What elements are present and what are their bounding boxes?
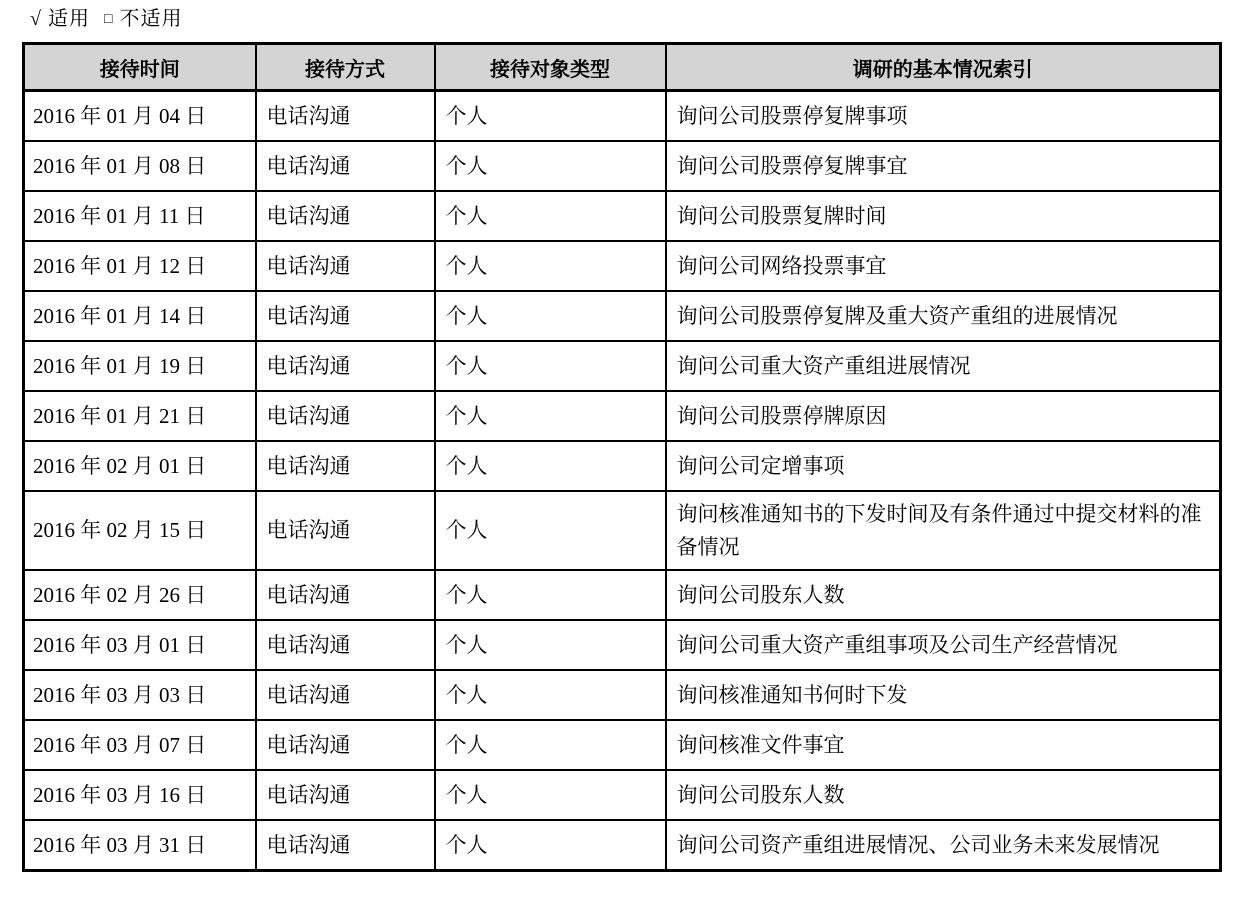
reception-object-type-cell: 个人 [435,720,666,770]
reception-method-cell: 电话沟通 [256,441,435,491]
header-research-index: 调研的基本情况索引 [666,44,1221,91]
reception-date-cell: 2016 年 03 月 03 日 [24,670,256,720]
table-row [24,770,1221,820]
table-row [24,241,1221,291]
reception-records-table [22,42,1222,872]
reception-date-cell: 2016 年 01 月 04 日 [24,91,256,142]
reception-object-type-cell: 个人 [435,91,666,142]
reception-object-type-cell: 个人 [435,820,666,871]
header-reception-method: 接待方式 [256,44,435,91]
table-row [24,91,1221,142]
table-row [24,441,1221,491]
reception-date-cell: 2016 年 01 月 11 日 [24,191,256,241]
reception-object-type-cell: 个人 [435,620,666,670]
reception-object-type-cell: 个人 [435,391,666,441]
reception-method-cell: 电话沟通 [256,770,435,820]
reception-date-cell: 2016 年 03 月 01 日 [24,620,256,670]
research-index-cell: 询问公司股东人数 [666,770,1221,820]
reception-object-type-cell: 个人 [435,441,666,491]
reception-method-cell: 电话沟通 [256,91,435,142]
research-index-cell: 询问公司资产重组进展情况、公司业务未来发展情况 [666,820,1221,871]
research-index-cell: 询问公司股票停牌原因 [666,391,1221,441]
applicability-line [30,2,182,31]
reception-object-type-cell: 个人 [435,491,666,570]
reception-object-type-cell: 个人 [435,341,666,391]
table-row [24,720,1221,770]
reception-date-cell: 2016 年 03 月 07 日 [24,720,256,770]
reception-date-cell: 2016 年 03 月 31 日 [24,820,256,871]
reception-method-cell: 电话沟通 [256,241,435,291]
reception-date-cell: 2016 年 02 月 01 日 [24,441,256,491]
reception-method-cell: 电话沟通 [256,141,435,191]
reception-method-cell: 电话沟通 [256,341,435,391]
reception-date-cell: 2016 年 01 月 21 日 [24,391,256,441]
table-row [24,191,1221,241]
reception-date-cell: 2016 年 01 月 19 日 [24,341,256,391]
table-body [24,91,1221,871]
table-row [24,141,1221,191]
reception-date-cell: 2016 年 01 月 12 日 [24,241,256,291]
reception-object-type-cell: 个人 [435,191,666,241]
research-index-cell: 询问公司股东人数 [666,570,1221,620]
applicable-label: 适用 [47,8,90,30]
reception-method-cell: 电话沟通 [256,391,435,441]
research-index-cell: 询问公司定增事项 [666,441,1221,491]
reception-object-type-cell: 个人 [435,291,666,341]
reception-method-cell: 电话沟通 [256,670,435,720]
not-applicable-label: 不适用 [119,8,183,30]
research-index-cell: 询问核准通知书何时下发 [666,670,1221,720]
reception-date-cell: 2016 年 02 月 15 日 [24,491,256,570]
header-reception-time: 接待时间 [24,44,256,91]
table-row [24,291,1221,341]
reception-method-cell: 电话沟通 [256,620,435,670]
check-mark-icon: √ [30,8,42,30]
reception-date-cell: 2016 年 02 月 26 日 [24,570,256,620]
research-index-cell: 询问公司股票停复牌事宜 [666,141,1221,191]
research-index-cell: 询问公司重大资产重组事项及公司生产经营情况 [666,620,1221,670]
research-index-cell: 询问公司重大资产重组进展情况 [666,341,1221,391]
research-index-cell: 询问公司股票停复牌事项 [666,91,1221,142]
table-row [24,341,1221,391]
reception-method-cell: 电话沟通 [256,570,435,620]
research-index-cell: 询问公司股票停复牌及重大资产重组的进展情况 [666,291,1221,341]
research-index-cell: 询问核准文件事宜 [666,720,1221,770]
reception-object-type-cell: 个人 [435,570,666,620]
checkbox-empty-icon: □ [103,12,114,27]
research-index-cell: 询问公司网络投票事宜 [666,241,1221,291]
reception-method-cell: 电话沟通 [256,291,435,341]
reception-object-type-cell: 个人 [435,670,666,720]
reception-date-cell: 2016 年 01 月 14 日 [24,291,256,341]
reception-method-cell: 电话沟通 [256,720,435,770]
table-header-row [24,44,1221,91]
reception-object-type-cell: 个人 [435,241,666,291]
table-row [24,620,1221,670]
research-index-cell: 询问公司股票复牌时间 [666,191,1221,241]
table-row [24,570,1221,620]
table-row [24,670,1221,720]
reception-method-cell: 电话沟通 [256,491,435,570]
reception-object-type-cell: 个人 [435,770,666,820]
reception-date-cell: 2016 年 03 月 16 日 [24,770,256,820]
research-index-cell: 询问核准通知书的下发时间及有条件通过中提交材料的准备情况 [666,491,1221,570]
table-row [24,820,1221,871]
table-row [24,491,1221,570]
header-reception-object-type: 接待对象类型 [435,44,666,91]
reception-date-cell: 2016 年 01 月 08 日 [24,141,256,191]
table-row [24,391,1221,441]
reception-object-type-cell: 个人 [435,141,666,191]
reception-method-cell: 电话沟通 [256,191,435,241]
reception-method-cell: 电话沟通 [256,820,435,871]
